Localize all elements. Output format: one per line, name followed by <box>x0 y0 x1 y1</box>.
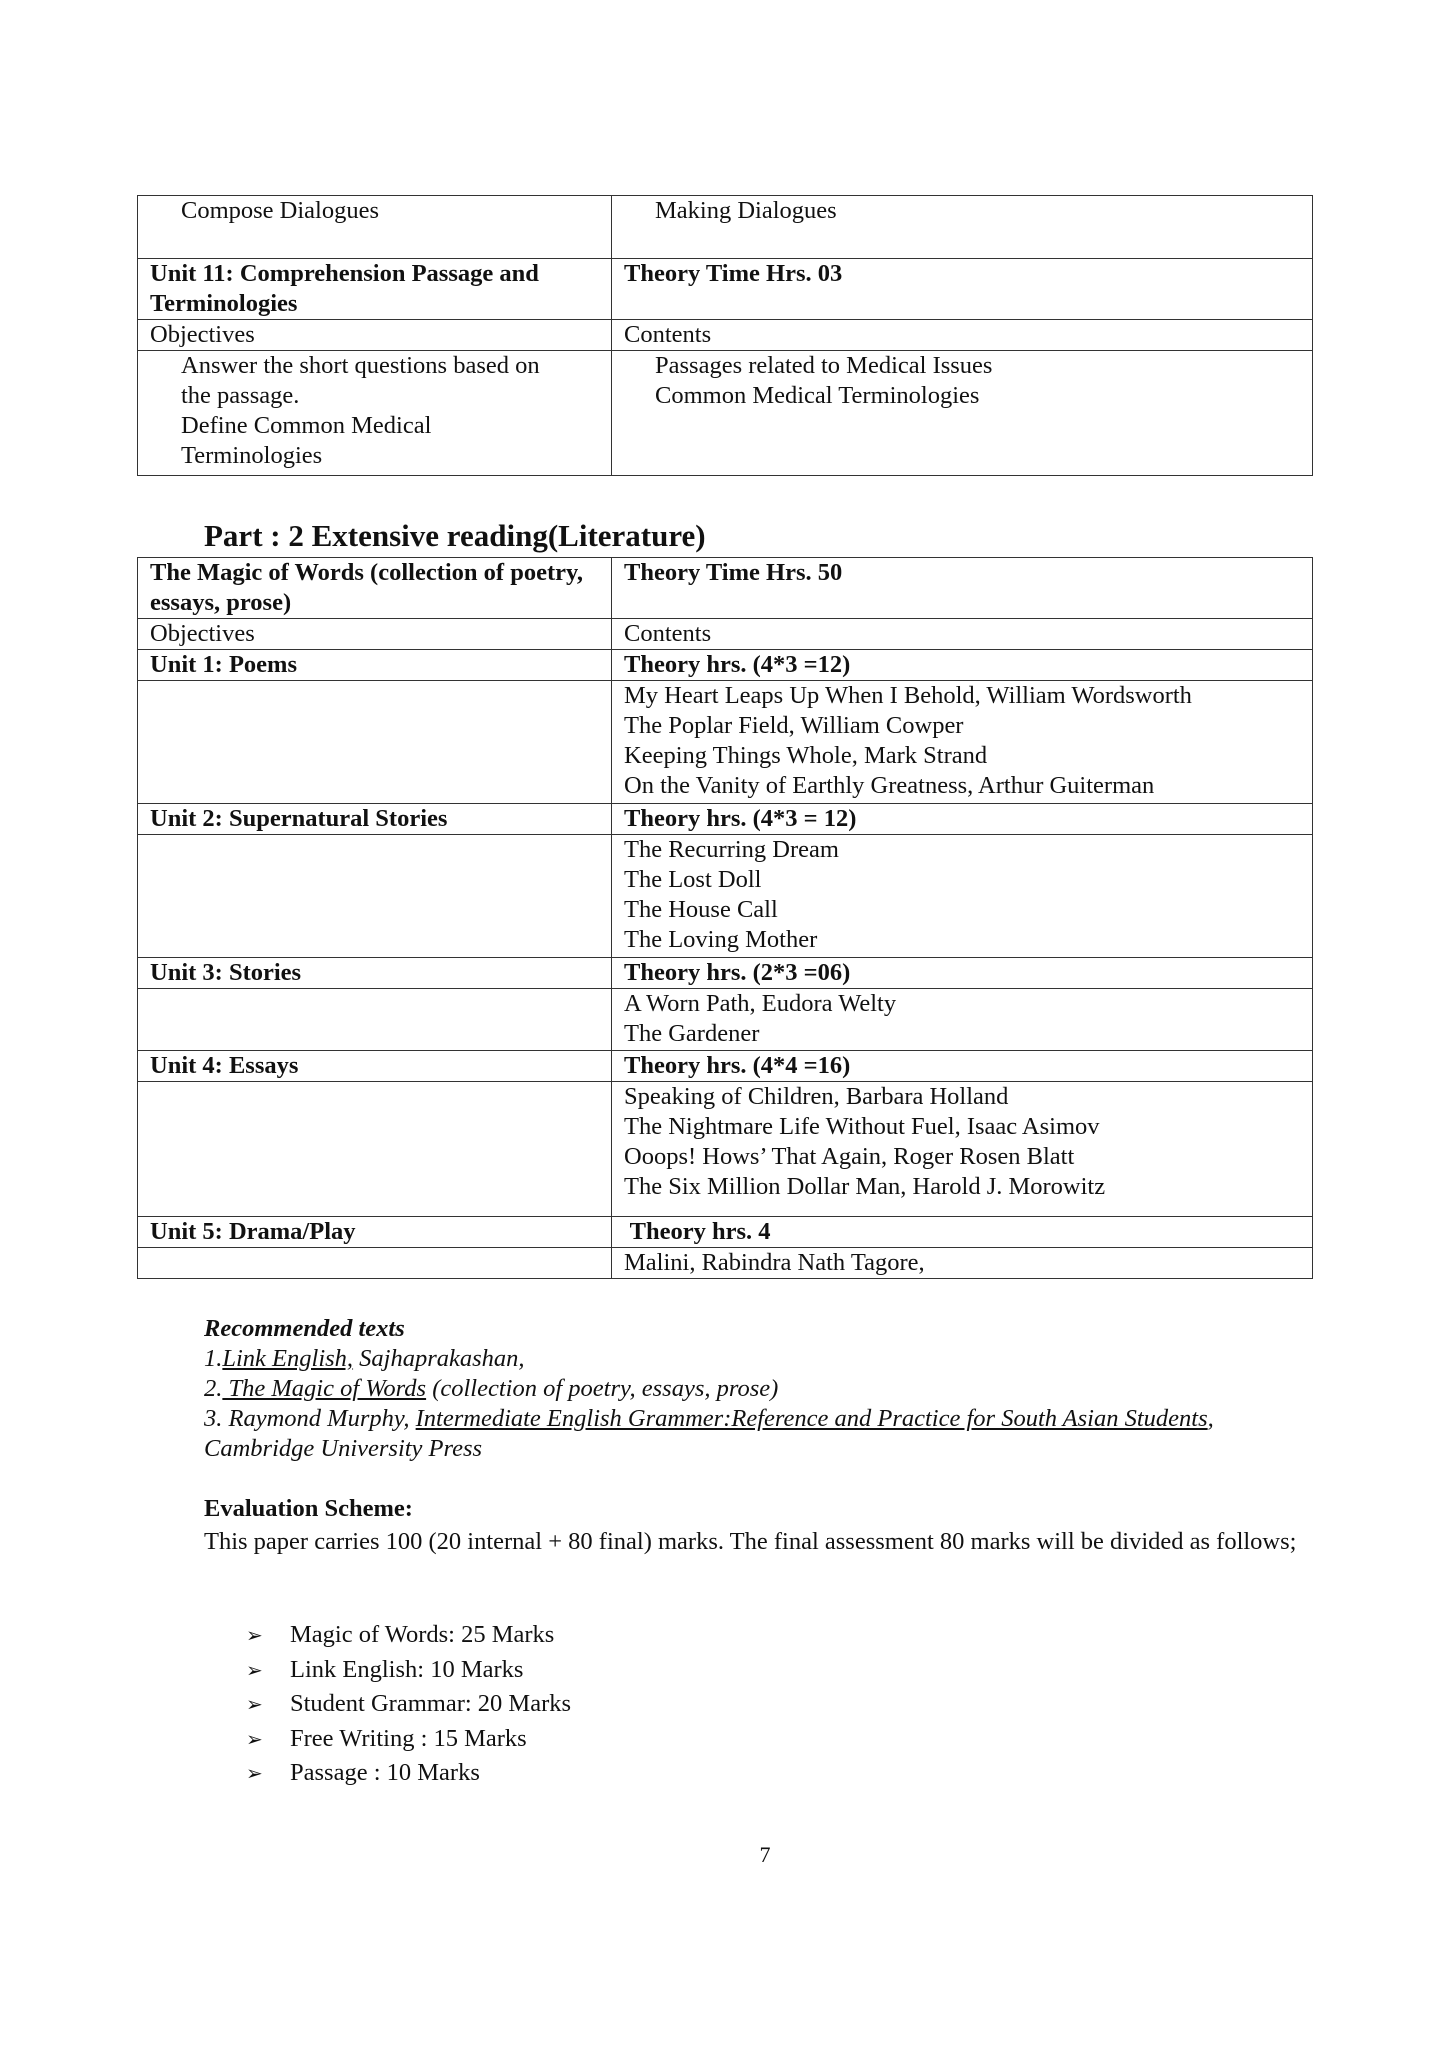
marks-item: Magic of Words: 25 Marks <box>290 1621 555 1648</box>
list-item: The House Call <box>624 896 778 923</box>
unit-items <box>612 681 1313 804</box>
book-title-link-english: Link English, <box>222 1345 354 1372</box>
list-item <box>246 1722 571 1757</box>
unit-hours: Theory hrs. (4*3 = 12) <box>612 804 1313 835</box>
list-item: Speaking of Children, Barbara Holland <box>624 1083 1009 1110</box>
list-item: Malini, Rabindra Nath Tagore, <box>624 1249 925 1276</box>
arrow-bullet-icon: ➢ <box>246 1623 263 1647</box>
punctuation: , <box>1207 1405 1214 1432</box>
recommended-item-2 <box>204 1374 1214 1404</box>
compose-dialogues: Compose Dialogues <box>181 197 380 224</box>
marks-item: Student Grammar: 20 Marks <box>290 1690 572 1717</box>
unit11-objectives <box>138 351 612 476</box>
recommended-title: Recommended texts <box>204 1315 405 1342</box>
evaluation-title: Evaluation Scheme: <box>204 1495 413 1522</box>
literature-table <box>137 557 1313 1279</box>
list-item: The Recurring Dream <box>624 836 839 863</box>
unit-hours: Theory hrs. (2*3 =06) <box>612 958 1313 989</box>
arrow-bullet-icon: ➢ <box>246 1657 263 1682</box>
unit-title: Unit 4: Essays <box>138 1051 612 1082</box>
empty-cell <box>138 835 612 958</box>
item-number: 2. <box>204 1375 223 1402</box>
unit-items <box>612 1248 1313 1279</box>
contents-label: Contents <box>612 619 1313 650</box>
recommended-texts <box>204 1314 1214 1464</box>
recommended-item-3-publisher: Cambridge University Press <box>204 1435 483 1462</box>
content-line: Passages related to Medical Issues <box>655 352 993 379</box>
marks-list <box>246 1618 571 1791</box>
objective-line: the passage. <box>181 382 300 409</box>
compose-dialogues-cell <box>138 196 612 259</box>
list-item: The Loving Mother <box>624 926 818 953</box>
unit11-table <box>137 195 1313 476</box>
list-item: The Poplar Field, William Cowper <box>624 712 964 739</box>
objective-line: Terminologies <box>181 442 323 469</box>
unit-hours: Theory hrs. 4 <box>612 1217 1313 1248</box>
list-item: Keeping Things Whole, Mark Strand <box>624 742 988 769</box>
making-dialogues-cell <box>612 196 1313 259</box>
book-title-grammar: Intermediate English Grammer:Reference and Practice for South Asian Students <box>415 1405 1208 1432</box>
marks-item: Link English: 10 Marks <box>290 1655 524 1683</box>
objectives-label: Objectives <box>138 320 612 351</box>
unit11-contents <box>612 351 1313 476</box>
arrow-bullet-icon: ➢ <box>246 1726 263 1751</box>
page-number: 7 <box>759 1842 771 1867</box>
unit-hours: Theory hrs. (4*4 =16) <box>612 1051 1313 1082</box>
unit-items <box>612 989 1313 1051</box>
empty-cell <box>138 1082 612 1217</box>
unit-items <box>612 835 1313 958</box>
author: 3. Raymond Murphy, <box>204 1405 416 1432</box>
list-item <box>246 1687 571 1722</box>
empty-cell <box>138 1248 612 1279</box>
content-line: Common Medical Terminologies <box>655 382 980 409</box>
list-item: The Lost Doll <box>624 866 762 893</box>
list-item: On the Vanity of Earthly Greatness, Arthur Guiterman <box>624 772 1155 799</box>
empty-cell <box>138 989 612 1051</box>
contents-label: Contents <box>612 320 1313 351</box>
arrow-bullet-icon: ➢ <box>246 1692 263 1716</box>
unit11-title: Unit 11: Comprehension Passage and Terminologies <box>138 259 612 320</box>
list-item <box>246 1653 571 1688</box>
recommended-item-3 <box>204 1404 1214 1434</box>
marks-item: Passage : 10 Marks <box>290 1759 480 1786</box>
list-item <box>246 1618 571 1653</box>
unit-hours: Theory hrs. (4*3 =12) <box>612 650 1313 681</box>
objective-line: Define Common Medical <box>181 412 432 439</box>
list-item: My Heart Leaps Up When I Behold, William Wordsworth <box>624 682 1192 709</box>
list-item: A Worn Path, Eudora Welty <box>624 990 897 1017</box>
list-item: The Gardener <box>624 1020 760 1047</box>
unit-title: Unit 5: Drama/Play <box>138 1217 612 1248</box>
book-title: The Magic of Words (collection of poetry, essays, prose) <box>138 558 612 619</box>
list-item <box>246 1756 571 1791</box>
objective-line: Answer the short questions based on <box>181 352 540 379</box>
evaluation-text: This paper carries 100 (20 internal + 80 final) marks. The final assessment 80 marks will be divided as follows; <box>204 1528 1297 1555</box>
list-item: The Six Million Dollar Man, Harold J. Morowitz <box>624 1173 1106 1200</box>
unit-title: Unit 1: Poems <box>138 650 612 681</box>
making-dialogues: Making Dialogues <box>655 197 837 224</box>
part2-heading: Part : 2 Extensive reading(Literature) <box>204 518 706 553</box>
objectives-label: Objectives <box>138 619 612 650</box>
empty-cell <box>138 681 612 804</box>
book-title-magic-of-words: The Magic of Words <box>222 1375 427 1402</box>
list-item: The Nightmare Life Without Fuel, Isaac Asimov <box>624 1113 1100 1140</box>
marks-item: Free Writing : 15 Marks <box>290 1724 527 1752</box>
arrow-bullet-icon: ➢ <box>246 1761 263 1785</box>
unit-items <box>612 1082 1313 1217</box>
unit11-time: Theory Time Hrs. 03 <box>612 259 1313 320</box>
publisher: Sajhaprakashan, <box>353 1345 525 1372</box>
description: (collection of poetry, essays, prose) <box>426 1375 779 1402</box>
unit-title: Unit 3: Stories <box>138 958 612 989</box>
book-time: Theory Time Hrs. 50 <box>612 558 1313 619</box>
list-item: Ooops! Hows’ That Again, Roger Rosen Blatt <box>624 1143 1075 1170</box>
recommended-item-1 <box>204 1344 1214 1374</box>
item-number: 1. <box>204 1345 223 1372</box>
unit-title: Unit 2: Supernatural Stories <box>138 804 612 835</box>
